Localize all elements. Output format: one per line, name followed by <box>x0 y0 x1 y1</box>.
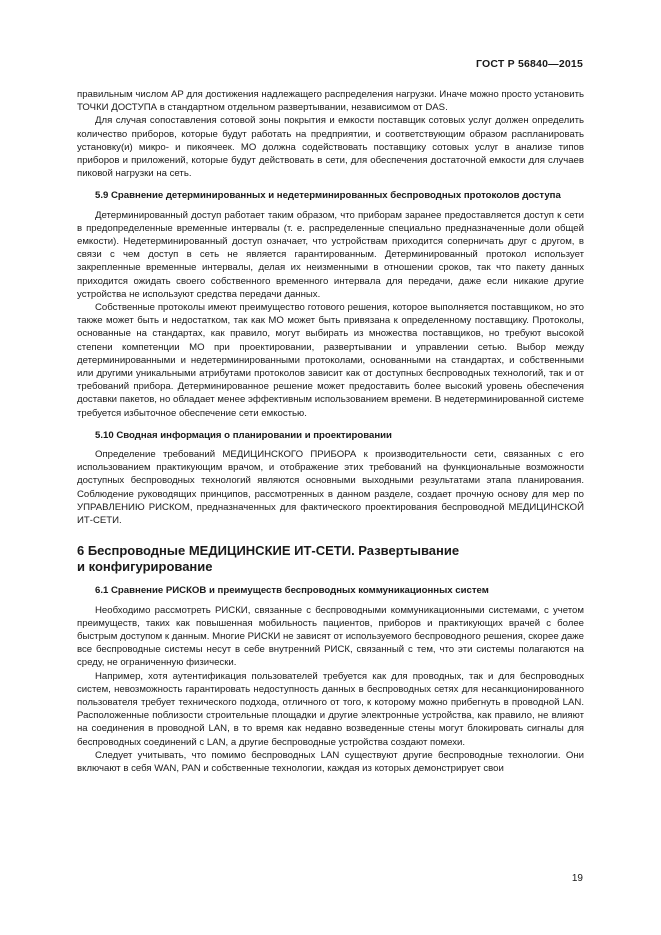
page-content <box>77 88 584 775</box>
section-6-1-paragraph-2: Например, хотя аутентификация пользователей требуется как для проводных, так и для беспроводных систем, невозможность гарантировать недоступность данных в беспроводных сетях для несанкционированного пользователя требует технического подхода, отличного от того, к которому можно прибегнуть в проводной LAN. Расположенные поблизости строительные площадки и другие электронные устройства, как правило, не влияют на соединения в проводной LAN, в то время как недавно возведенные стены могут блокировать сигналы для беспроводных соединений с LAN, а другие беспроводные устройства создают помехи. <box>77 670 584 748</box>
paragraph-continuation: правильным числом АР для достижения надлежащего распределения нагрузки. Иначе можно просто установить ТОЧКИ ДОСТУПА в стандартном отдельном развертывании, независимом от DAS. <box>77 89 584 114</box>
section-6-title <box>77 543 584 575</box>
section-6-1-title: 6.1 Сравнение РИСКОВ и преимуществ беспроводных коммуникационных систем <box>95 585 489 597</box>
section-5-9-title: 5.9 Сравнение детерминированных и недетерминированных беспроводных протоколов доступа <box>95 190 561 202</box>
section-5-9-paragraph-2: Собственные протоколы имеют преимущество готового решения, которое выполняется поставщиком, но это также может быть и недостатком, так как МО может быть привязана к определенному поставщику. Протоколы, основанные на стандартах, как правило, могут выбирать из множества поставщиков, но требуют высокой степени компетенции МО при проектировании, развертывании и управлении сетью. Выбор между детерминированными и недетерминированными протоколами, основанными на стандартах, и собственными или другими уникальными атрибутами протоколов зависит как от доступных беспроводных технологий, так и от требований прибора. Детерминированное решение может предоставить более высокий уровень обеспечения доставки пакетов, но обладает менее эффективным использованием времени. В недетерминированной системе требуется избыточное обеспечение сети емкостью. <box>77 302 584 419</box>
section-6-1-paragraph-1: Необходимо рассмотреть РИСКИ, связанные с беспроводными коммуникационными системами, с учетом преимуществ, таких как повышенная мобильность пациентов, приборов и практикующих врачей с более быстрым доступом к данным. Многие РИСКИ не зависят от используемого беспроводного решения, скорее даже все беспроводные системы несут в себе внутренний РИСК, связанный с тем, что эти системы полагаются на среду, не ограниченную физически. <box>77 604 585 669</box>
document-code-header: ГОСТ Р 56840—2015 <box>475 58 583 70</box>
page-number: 19 <box>571 873 583 884</box>
section-5-9-paragraph-1: Детерминированный доступ работает таким образом, что приборам заранее предоставляется доступ к сети в предопределенные временные интервалы (т. е. распределенные специально предназначенные доли общей емкости). Недетерминированный доступ означает, что устройствам приходится соперничать друг с другом, в связи с чем доступ в сеть не является гарантированным. Детерминированный протокол использует закрепленные временные интервалы, делая их неизменными в отношении сроков, так что пакету данных приходится ожидать своего собственного временного интервала для передачи, даже если никакие другие устройства не используют средства передачи данных. <box>77 209 584 300</box>
section-6-title-line-2: и конфигурирование <box>77 559 213 575</box>
section-5-10-title: 5.10 Сводная информация о планировании и проектировании <box>95 429 392 441</box>
section-6-1-paragraph-3: Следует учитывать, что помимо беспроводных LAN существуют другие беспроводные технологии. Они включают в себя WAN, PAN и собственные технологии, каждая из которых демонстрирует свои <box>77 749 584 774</box>
section-6-title-line-1: 6 Беспроводные МЕДИЦИНСКИЕ ИТ-СЕТИ. Развертывание <box>77 543 460 559</box>
paragraph-cellular: Для случая сопоставления сотовой зоны покрытия и емкости поставщик сотовых услуг должен определить количество приборов, которые будут работать на предприятии, и соответствующим образом распланировать установку(и) микро- и пикоячеек. МО должна содействовать поставщику сотовых услуг в анализе типов приборов и приложений, которые будут действовать в сети, для обеспечения достаточной емкости для случаев пиковой нагрузки на сеть. <box>77 115 584 180</box>
section-5-10-paragraph-1: Определение требований МЕДИЦИНСКОГО ПРИБОРА к производительности сети, связанных с его использованием практикующим врачом, и отображение этих требований на функциональные возможности доступных беспроводных технологий являются основными выходными результатами этапа планирования. Соблюдение руководящих принципов, рассмотренных в данном разделе, создает прочную основу для мер по УПРАВЛЕНИЮ РИСКОМ, предназначенных для фактического проектирования беспроводной МЕДИЦИНСКОЙ ИТ-СЕТИ. <box>77 449 584 527</box>
